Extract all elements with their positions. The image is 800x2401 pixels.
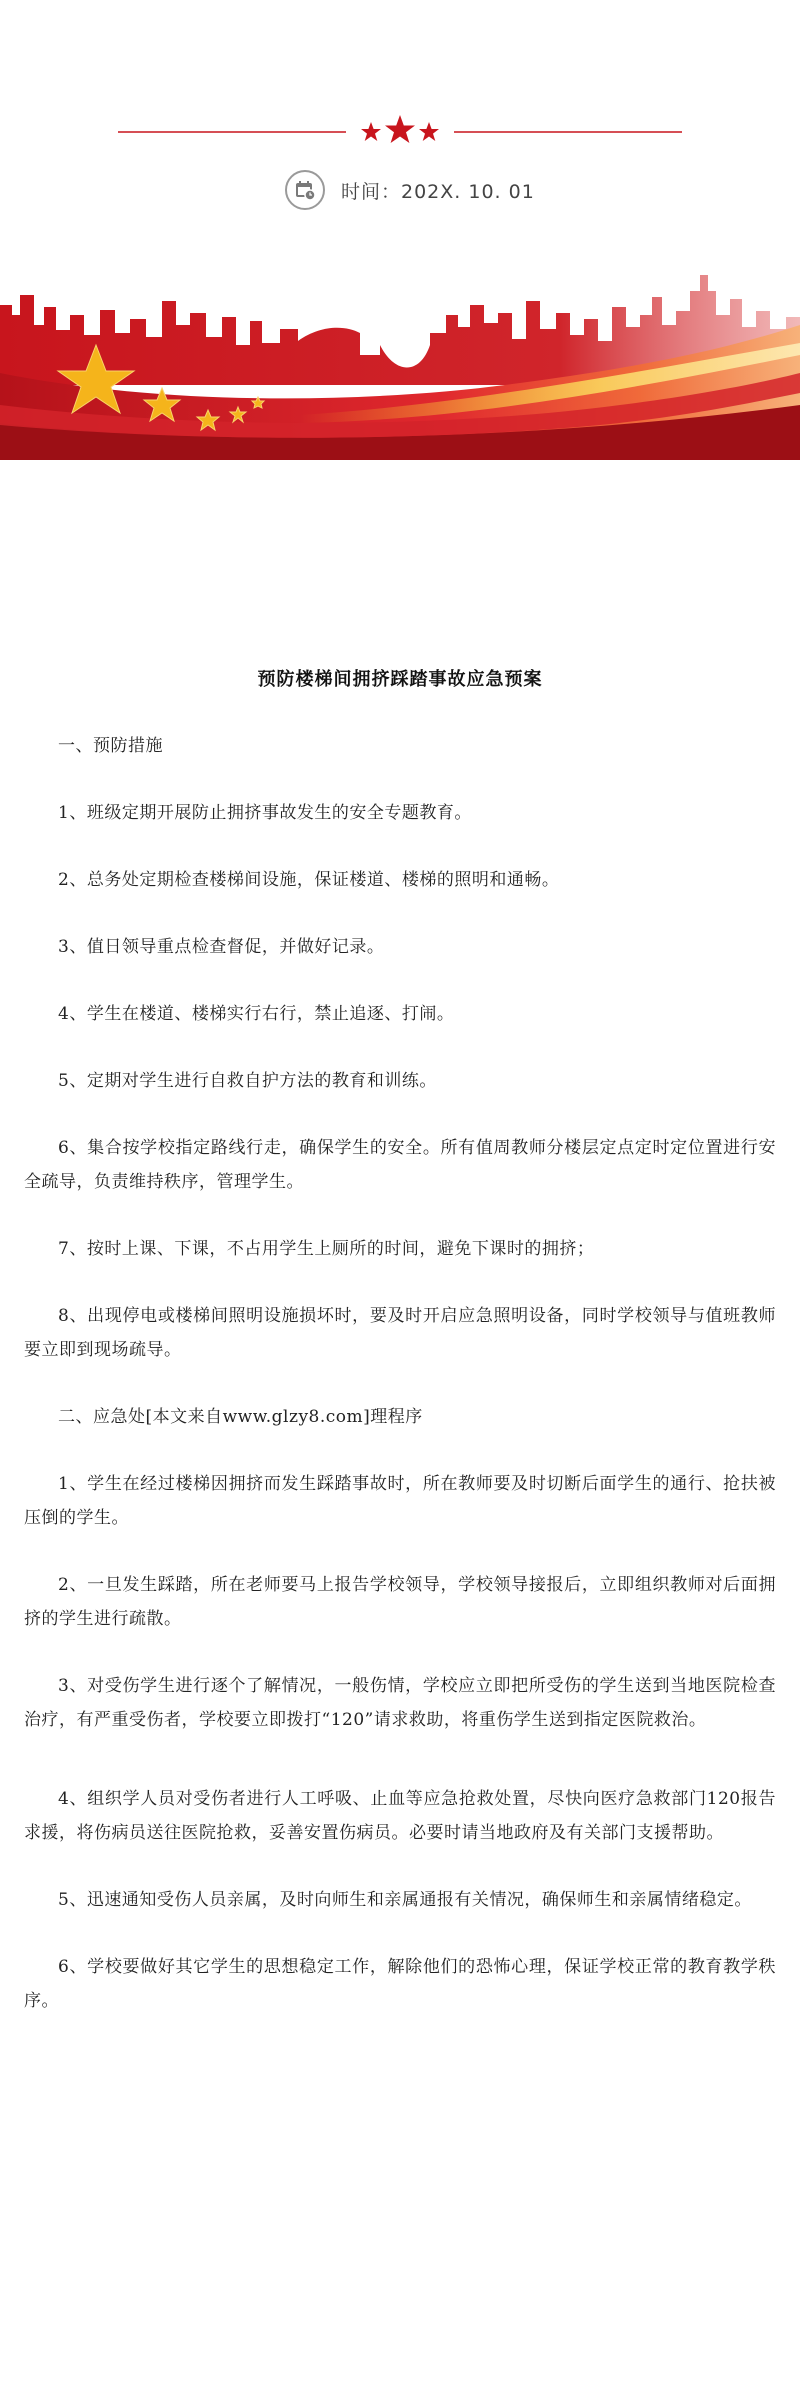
date-label: 时间：202X. 10. 01 <box>341 180 535 203</box>
star-icon <box>385 115 415 143</box>
paragraph: 7、按时上课、下课，不占用学生上厕所的时间，避免下课时的拥挤； <box>58 1239 595 1259</box>
paragraph: 6、集合按学校指定路线行走，确保学生的安全。所有值周教师分楼层定点定时定位置进行安全疏导，负责维持秩序，管理学生。 <box>24 1138 776 1192</box>
paragraph: 1、学生在经过楼梯因拥挤而发生踩踏事故时，所在教师要及时切断后面学生的通行、抢扶被压倒的学生。 <box>24 1474 776 1528</box>
section-heading-prevention: 一、预防措施 <box>58 736 163 756</box>
paragraph: 2、一旦发生踩踏，所在老师要马上报告学校领导，学校领导接报后，立即组织教师对后面拥挤的学生进行疏散。 <box>24 1575 776 1629</box>
calendar-clock-icon <box>285 170 325 210</box>
paragraph: 5、定期对学生进行自救自护方法的教育和训练。 <box>58 1071 437 1091</box>
star-icon <box>361 122 381 141</box>
paragraph: 6、学校要做好其它学生的思想稳定工作，解除他们的恐怖心理，保证学校正常的教育教学秩序。 <box>24 1957 776 2011</box>
paragraph: 1、班级定期开展防止拥挤事故发生的安全专题教育。 <box>58 803 472 823</box>
paragraph: 3、对受伤学生进行逐个了解情况，一般伤情，学校应立即把所受伤的学生送到当地医院检查治疗，有严重受伤者，学校要立即拨打“120”请求救助，将重伤学生送到指定医院救治。 <box>24 1676 776 1730</box>
paragraph: 5、迅速通知受伤人员亲属，及时向师生和亲属通报有关情况，确保师生和亲属情绪稳定。 <box>58 1890 752 1910</box>
paragraph: 3、值日领导重点检查督促，并做好记录。 <box>58 937 385 957</box>
document-body <box>24 665 776 2051</box>
section-heading-emergency: 二、应急处[本文来自www.glzy8.com]理程序 <box>58 1407 423 1427</box>
paragraph: 4、学生在楼道、楼梯实行右行，禁止追逐、打闹。 <box>58 1004 455 1024</box>
star-divider <box>118 112 682 152</box>
paragraph: 8、出现停电或楼梯间照明设施损坏时，要及时开启应急照明设备，同时学校领导与值班教师要立即到现场疏导。 <box>24 1306 776 1360</box>
city-skyline-banner <box>0 255 800 460</box>
header <box>0 0 800 460</box>
star-icon <box>419 122 439 141</box>
document-title: 预防楼梯间拥挤踩踏事故应急预案 <box>257 669 543 690</box>
date-row <box>285 165 535 215</box>
paragraph: 4、组织学人员对受伤者进行人工呼吸、止血等应急抢救处置，尽快向医疗急救部门120报告求援，将伤病员送往医院抢救，妥善安置伤病员。必要时请当地政府及有关部门支援帮助。 <box>24 1789 776 1843</box>
paragraph: 2、总务处定期检查楼梯间设施，保证楼道、楼梯的照明和通畅。 <box>58 870 560 890</box>
